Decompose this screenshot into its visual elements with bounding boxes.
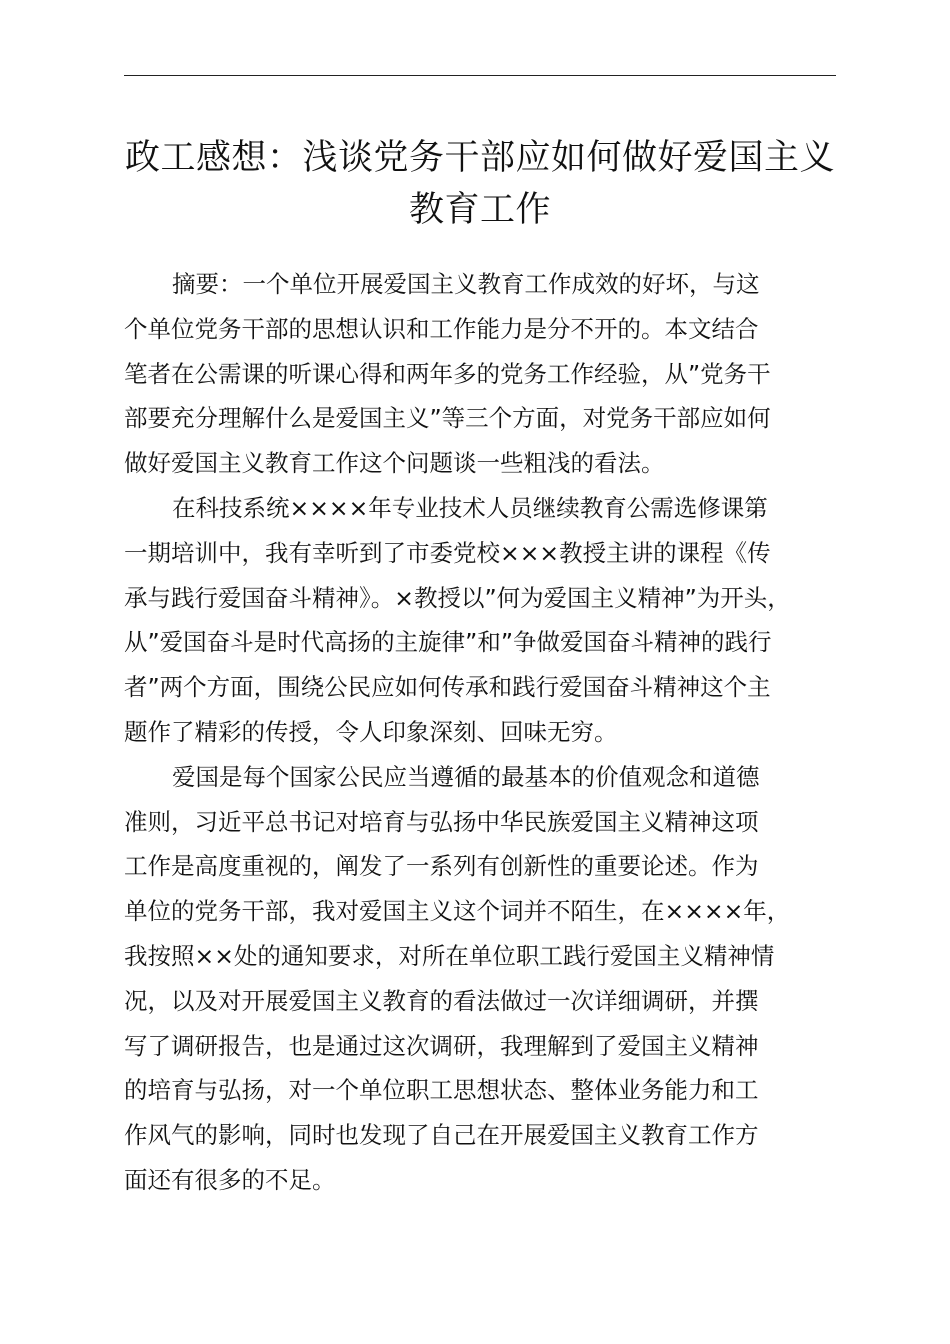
paragraph-line: 一期培训中，我有幸听到了市委党校×××教授主讲的课程《传 (124, 538, 771, 567)
paragraph-line: 的培育与弘扬，对一个单位职工思想状态、整体业务能力和工 (124, 1076, 759, 1105)
paragraph-line: 部要充分理解什么是爱国主义”等三个方面，对党务干部应如何 (124, 404, 771, 433)
paragraph-line: 笔者在公需课的听课心得和两年多的党务工作经验，从”党务干 (124, 359, 771, 388)
title-line: 政工感想：浅谈党务干部应如何做好爱国主义 (124, 138, 835, 178)
paragraph-line: 承与践行爱国奋斗精神》。×教授以”何为爱国主义精神”为开头， (124, 583, 791, 612)
paragraph-line: 从”爱国奋斗是时代高扬的主旋律”和”争做爱国奋斗精神的践行 (124, 628, 772, 657)
paragraph-line: 作风气的影响，同时也发现了自己在开展爱国主义教育工作方 (124, 1121, 759, 1150)
paragraph-line: 做好爱国主义教育工作这个问题谈一些粗浅的看法。 (124, 449, 665, 478)
body-text (124, 262, 864, 1203)
title-line: 教育工作 (408, 190, 551, 230)
page-title (100, 132, 860, 236)
header-rule (124, 75, 836, 76)
paragraph-line: 在科技系统××××年专业技术人员继续教育公需选修课第 (172, 493, 768, 522)
paragraph-training (124, 486, 864, 755)
paragraph-line: 题作了精彩的传授，令人印象深刻、回味无穷。 (124, 717, 618, 746)
paragraph-patriotism (124, 755, 864, 1203)
paragraph-line: 写了调研报告，也是通过这次调研，我理解到了爱国主义精神 (124, 1031, 759, 1060)
paragraph-line: 面还有很多的不足。 (124, 1165, 336, 1194)
paragraph-line: 个单位党务干部的思想认识和工作能力是分不开的。本文结合 (124, 314, 759, 343)
paragraph-line: 单位的党务干部，我对爱国主义这个词并不陌生，在××××年， (124, 897, 791, 926)
paragraph-line: 者”两个方面，围绕公民应如何传承和践行爱国奋斗精神这个主 (124, 673, 771, 702)
paragraph-line: 准则，习近平总书记对培育与弘扬中华民族爱国主义精神这项 (124, 807, 759, 836)
paragraph-line: 工作是高度重视的，阐发了一系列有创新性的重要论述。作为 (124, 852, 759, 881)
paragraph-line: 爱国是每个国家公民应当遵循的最基本的价值观念和道德 (172, 762, 760, 791)
paragraph-abstract (124, 262, 864, 486)
paragraph-line: 摘要：一个单位开展爱国主义教育工作成效的好坏，与这 (172, 270, 760, 298)
paragraph-line: 我按照××处的通知要求，对所在单位职工践行爱国主义精神情 (124, 941, 775, 970)
paragraph-line: 况，以及对开展爱国主义教育的看法做过一次详细调研，并撰 (124, 986, 759, 1015)
